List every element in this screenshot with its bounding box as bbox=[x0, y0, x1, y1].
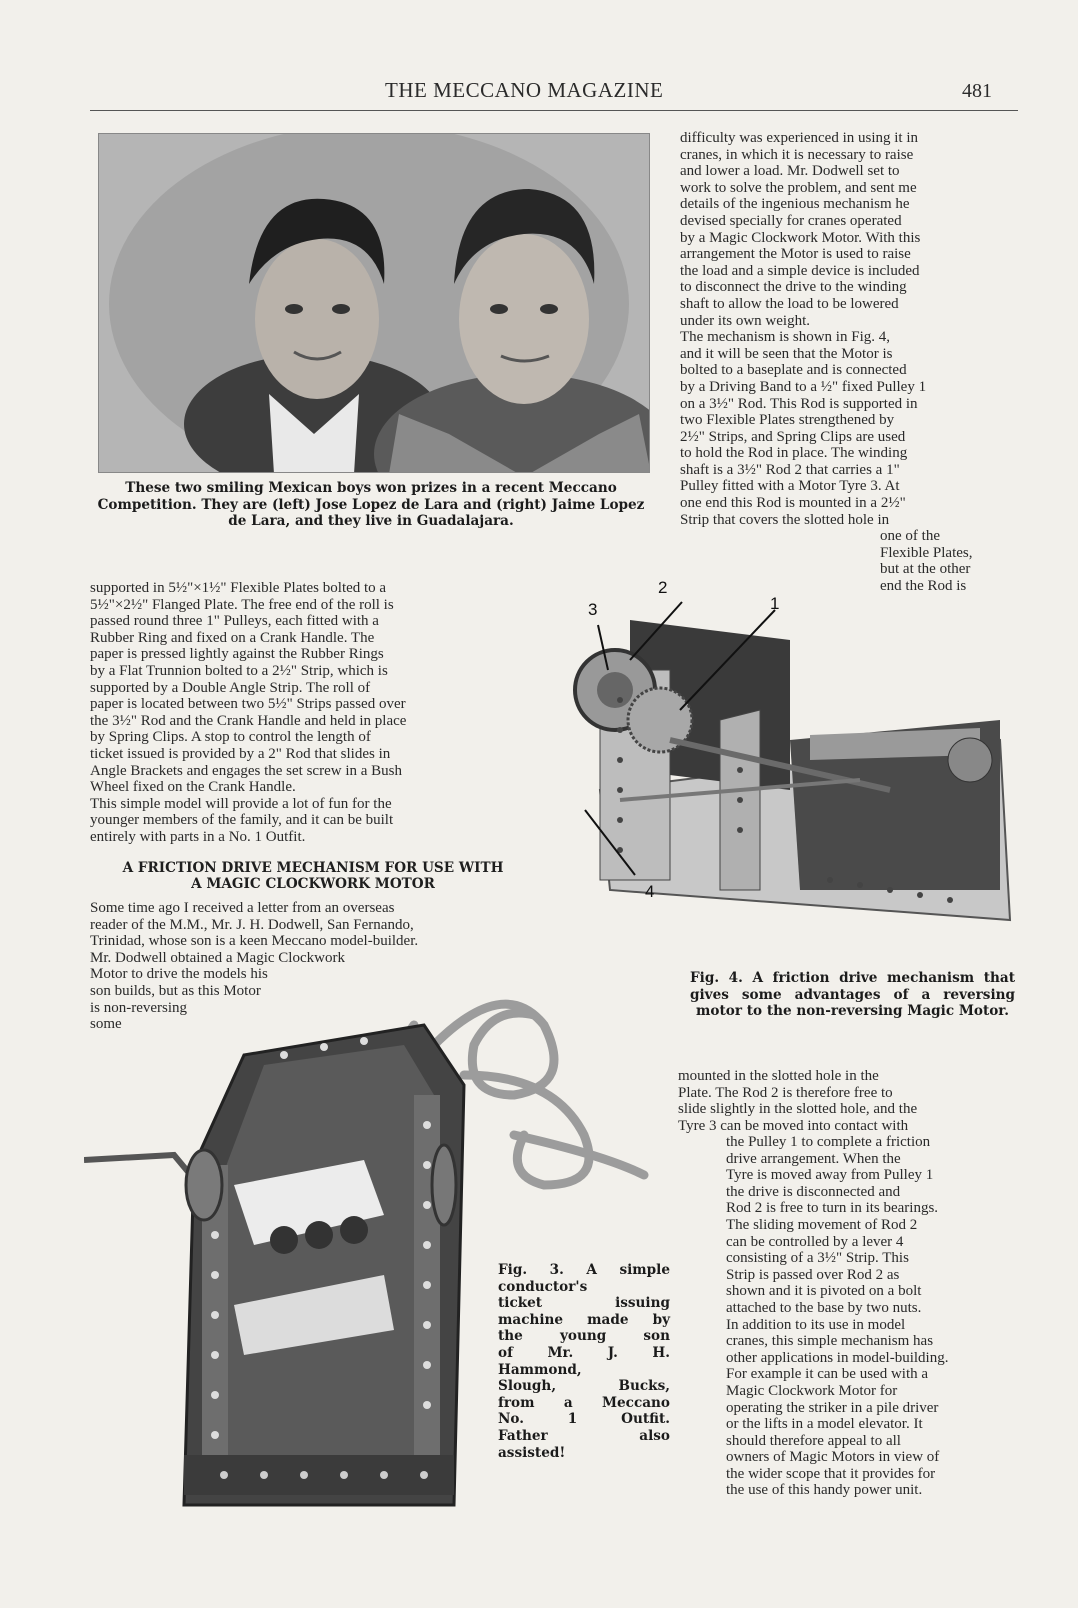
header-rule bbox=[90, 110, 1018, 111]
fig4-label-4: 4 bbox=[645, 882, 655, 901]
magazine-title: THE MECCANO MAGAZINE bbox=[385, 78, 664, 102]
photo-caption: These two smiling Mexican boys won prizes in a recent Meccano Competition. They are (left) Jose Lopez de Lara and (right) Jaime Lopez de Lara, and they live in Guadalajara. bbox=[97, 480, 645, 530]
article-text-right-narrow: one of the Flexible Plates, but at the other end the Rod is bbox=[880, 528, 973, 594]
fig4-label-3: 3 bbox=[588, 600, 598, 619]
article-text-right-bottom-narrow: the Pulley 1 to complete a friction drive arrangement. When the Tyre is moved away from Pulley 1 the drive is disconnected and Rod 2 is free to turn in its bearings. The sliding movement of Rod 2 can be controlled by a lever 4 consisting of a 3½" Strip. This Strip is passed over Rod 2 as shown and it is pivoted on a bolt attached to the base by two nuts. In addition to its use in model cranes, this simple mechanism has other applications in model-building. For example it can be used with a Magic Clockwork Motor for operating the striker in a pile driver or the lifts in a model elevator. It should therefore appeal to all owners of Magic Motors in view of the wider scope that it provides for the use of this handy power unit. bbox=[726, 1134, 949, 1499]
article-text-right-top: difficulty was experienced in using it in cranes, in which it is necessary to raise and lower a load. Mr. Dodwell set to work to solve the problem, and sent me details of the ingenious mechanism he devised specially for cranes operated by a Magic Clockwork Motor. With this arrangement the Motor is used to raise the load and a simple device is included to disconnect the drive to the winding shaft to allow the load to be lowered under its own weight. The mechanism is shown in Fig. 4, and it will be seen that the Motor is bolted to a baseplate and is connected by a Driving Band to a ½" fixed Pulley 1 on a 3½" Rod. This Rod is supported in two Flexible Plates strengthened by 2½" Strips, and Spring Clips are used to hold the Rod in place. The winding shaft is a 3½" Rod 2 that carries a 1" Pulley fitted with a Motor Tyre 3. At one end this Rod is mounted in a 2½" Strip that covers the slotted hole in bbox=[680, 130, 927, 528]
page-number: 481 bbox=[962, 80, 992, 102]
fig4-illustration bbox=[560, 590, 1020, 960]
article-text-left-bottom: Some time ago I received a letter from an overseas reader of the M.M., Mr. J. H. Dodwell, San Fernando, Trinidad, whose son is a keen Meccano model-builder. Mr. Dodwell obtained a Magic Clockwork Motor to drive the models his son builds, but as this Motor is non-reversing some bbox=[90, 900, 419, 1033]
section-heading: A FRICTION DRIVE MECHANISM FOR USE WITH A MAGIC CLOCKWORK MOTOR bbox=[122, 860, 504, 892]
fig3-caption: Fig. 3. A simple conductor's ticket issuing machine made by the young son of Mr. J. H. Hammond, Slough, Bucks, from a Meccano No. 1 Outfit. Father also assisted! bbox=[498, 1262, 670, 1461]
article-text-left-mid: supported in 5½"×1½" Flexible Plates bolted to a 5½"×2½" Flanged Plate. The free end of the roll is passed round three 1" Pulleys, each fitted with a Rubber Ring and fixed on a Crank Handle. The paper is pressed lightly against the Rubber Rings by a Flat Trunnion bolted to a 2½" Strip, which is supported by a Double Angle Strip. The roll of paper is located between two 5½" Strips passed over the 3½" Rod and the Crank Handle and held in place by Spring Clips. A stop to control the length of ticket issued is provided by a 2" Rod that slides in Angle Brackets and engages the set screw in a Bush Wheel fixed on the Crank Handle. This simple model will provide a lot of fun for the younger members of the family, and it can be built entirely with parts in a No. 1 Outfit. bbox=[90, 580, 407, 845]
boys-photo bbox=[98, 133, 650, 473]
fig4-label-1: 1 bbox=[770, 594, 780, 613]
fig4-caption: Fig. 4. A friction drive mechanism that gives some advantages of a reversing motor to the non-reversing Magic Motor. bbox=[690, 970, 1015, 1020]
boys-photo-illustration bbox=[99, 134, 650, 473]
article-text-right-bottom: mounted in the slotted hole in the Plate. The Rod 2 is therefore free to slide slightly in the slotted hole, and the Tyre 3 can be moved into contact with bbox=[678, 1068, 918, 1134]
fig4-mechanism-photo bbox=[560, 578, 1020, 960]
fig4-label-2: 2 bbox=[658, 578, 668, 597]
